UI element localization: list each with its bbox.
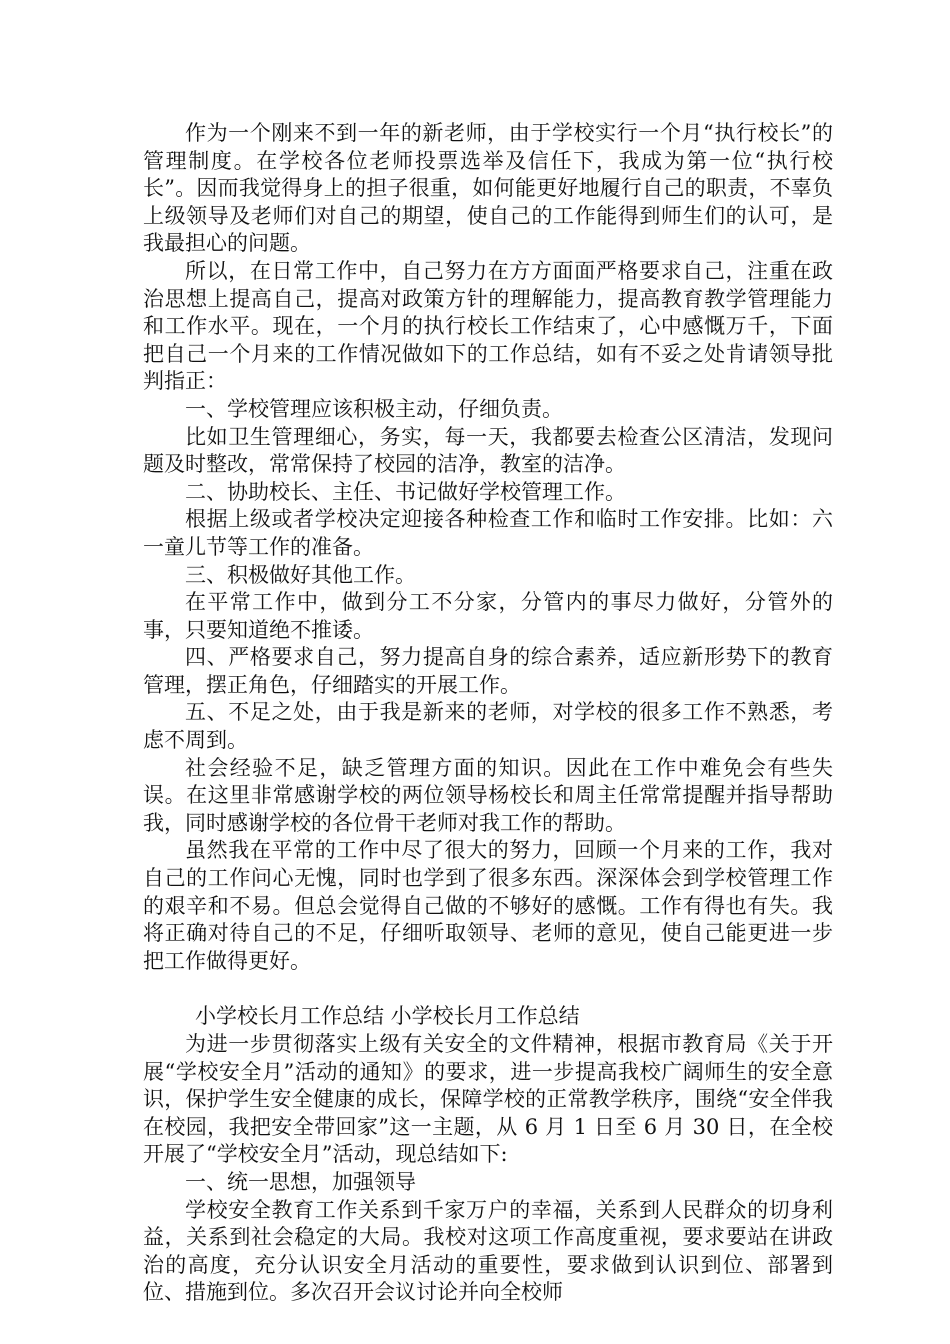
paragraph-hygiene: 比如卫生管理细心，务实，每一天，我都要去检查公区清洁，发现问题及时整改，常常保持了校园的洁净，教室的洁净。 bbox=[143, 424, 833, 477]
section-spacer bbox=[143, 975, 833, 1003]
paragraph-safety-importance: 学校安全教育工作关系到千家万户的幸福，关系到人民群众的切身利益，关系到社会稳定的大局。我校对这项工作高度重视，要求要站在讲政治的高度，充分认识安全月活动的重要性，要求做到认识到位、部署到位、措施到位。多次召开会议讨论并向全校师 bbox=[143, 1197, 833, 1305]
heading-unify-thinking: 一、统一思想，加强领导 bbox=[185, 1169, 416, 1194]
paragraph-other-work: 在平常工作中，做到分工不分家，分管内的事尽力做好，分管外的事，只要知道绝不推诿。 bbox=[143, 590, 833, 642]
heading-point-1: 一、学校管理应该积极主动，仔细负责。 bbox=[185, 396, 563, 421]
paragraph-inspections: 根据上级或者学校决定迎接各种检查工作和临时工作安排。比如：六一童儿节等工作的准备。 bbox=[143, 507, 833, 559]
heading-point-2: 二、协助校长、主任、书记做好学校管理工作。 bbox=[185, 479, 626, 504]
document-page bbox=[143, 120, 833, 1307]
section-title: 小学校长月工作总结 小学校长月工作总结 bbox=[195, 1004, 580, 1029]
paragraph-experience: 社会经验不足，缺乏管理方面的知识。因此在工作中难免会有些失误。在这里非常感谢学校的两位领导杨校长和周主任常常提醒并指导帮助我，同时感谢学校的各位骨干老师对我工作的帮助。 bbox=[143, 755, 833, 835]
section-safety-month-summary bbox=[143, 1003, 833, 1307]
paragraph-reflection: 虽然我在平常的工作中尽了很大的努力，回顾一个月来的工作，我对自己的工作问心无愧，同时也学到了很多东西。深深体会到学校管理工作的艰辛和不易。但总会觉得自己做的不够好的感慨。工作有得也有失。我将正确对待自己的不足，仔细听取领导、老师的意见，使自己能更进一步把工作做得更好。 bbox=[143, 838, 833, 973]
heading-point-5: 五、不足之处，由于我是新来的老师，对学校的很多工作不熟悉，考虑不周到。 bbox=[143, 700, 833, 753]
paragraph-safety-intro: 为进一步贯彻落实上级有关安全的文件精神，根据市教育局《关于开展“学校安全月”活动的通知》的要求，进一步提高我校广阔师生的安全意识，保护学生安全健康的成长，保障学校的正常教学秩序，围绕“安全伴我在校园，我把安全带回家”这一主题，从 6 月 1 日至 6 月 30 日，在全校开展了“学校安全月”活动，现总结如下: bbox=[143, 1032, 833, 1167]
heading-point-4: 四、严格要求自己，努力提高自身的综合素养，适应新形势下的教育管理，摆正角色，仔细踏实的开展工作。 bbox=[143, 645, 833, 697]
paragraph-intro: 作为一个刚来不到一年的新老师，由于学校实行一个月“执行校长”的管理制度。在学校各位老师投票选举及信任下，我成为第一位“执行校长”。因而我觉得身上的担子很重，如何能更好地履行自己的职责，不辜负上级领导及老师们对自己的期望，使自己的工作能得到师生们的认可，是我最担心的问题。 bbox=[143, 121, 833, 256]
paragraph-daily-work: 所以，在日常工作中，自己努力在方方面面严格要求自己，注重在政治思想上提高自己，提高对政策方针的理解能力，提高教育教学管理能力和工作水平。现在，一个月的执行校长工作结束了，心中感慨万千，下面把自己一个月来的工作情况做如下的工作总结，如有不妥之处肯请领导批判指正： bbox=[143, 258, 833, 394]
heading-point-3: 三、积极做好其他工作。 bbox=[185, 562, 416, 587]
section-executive-principal-summary bbox=[143, 120, 833, 975]
